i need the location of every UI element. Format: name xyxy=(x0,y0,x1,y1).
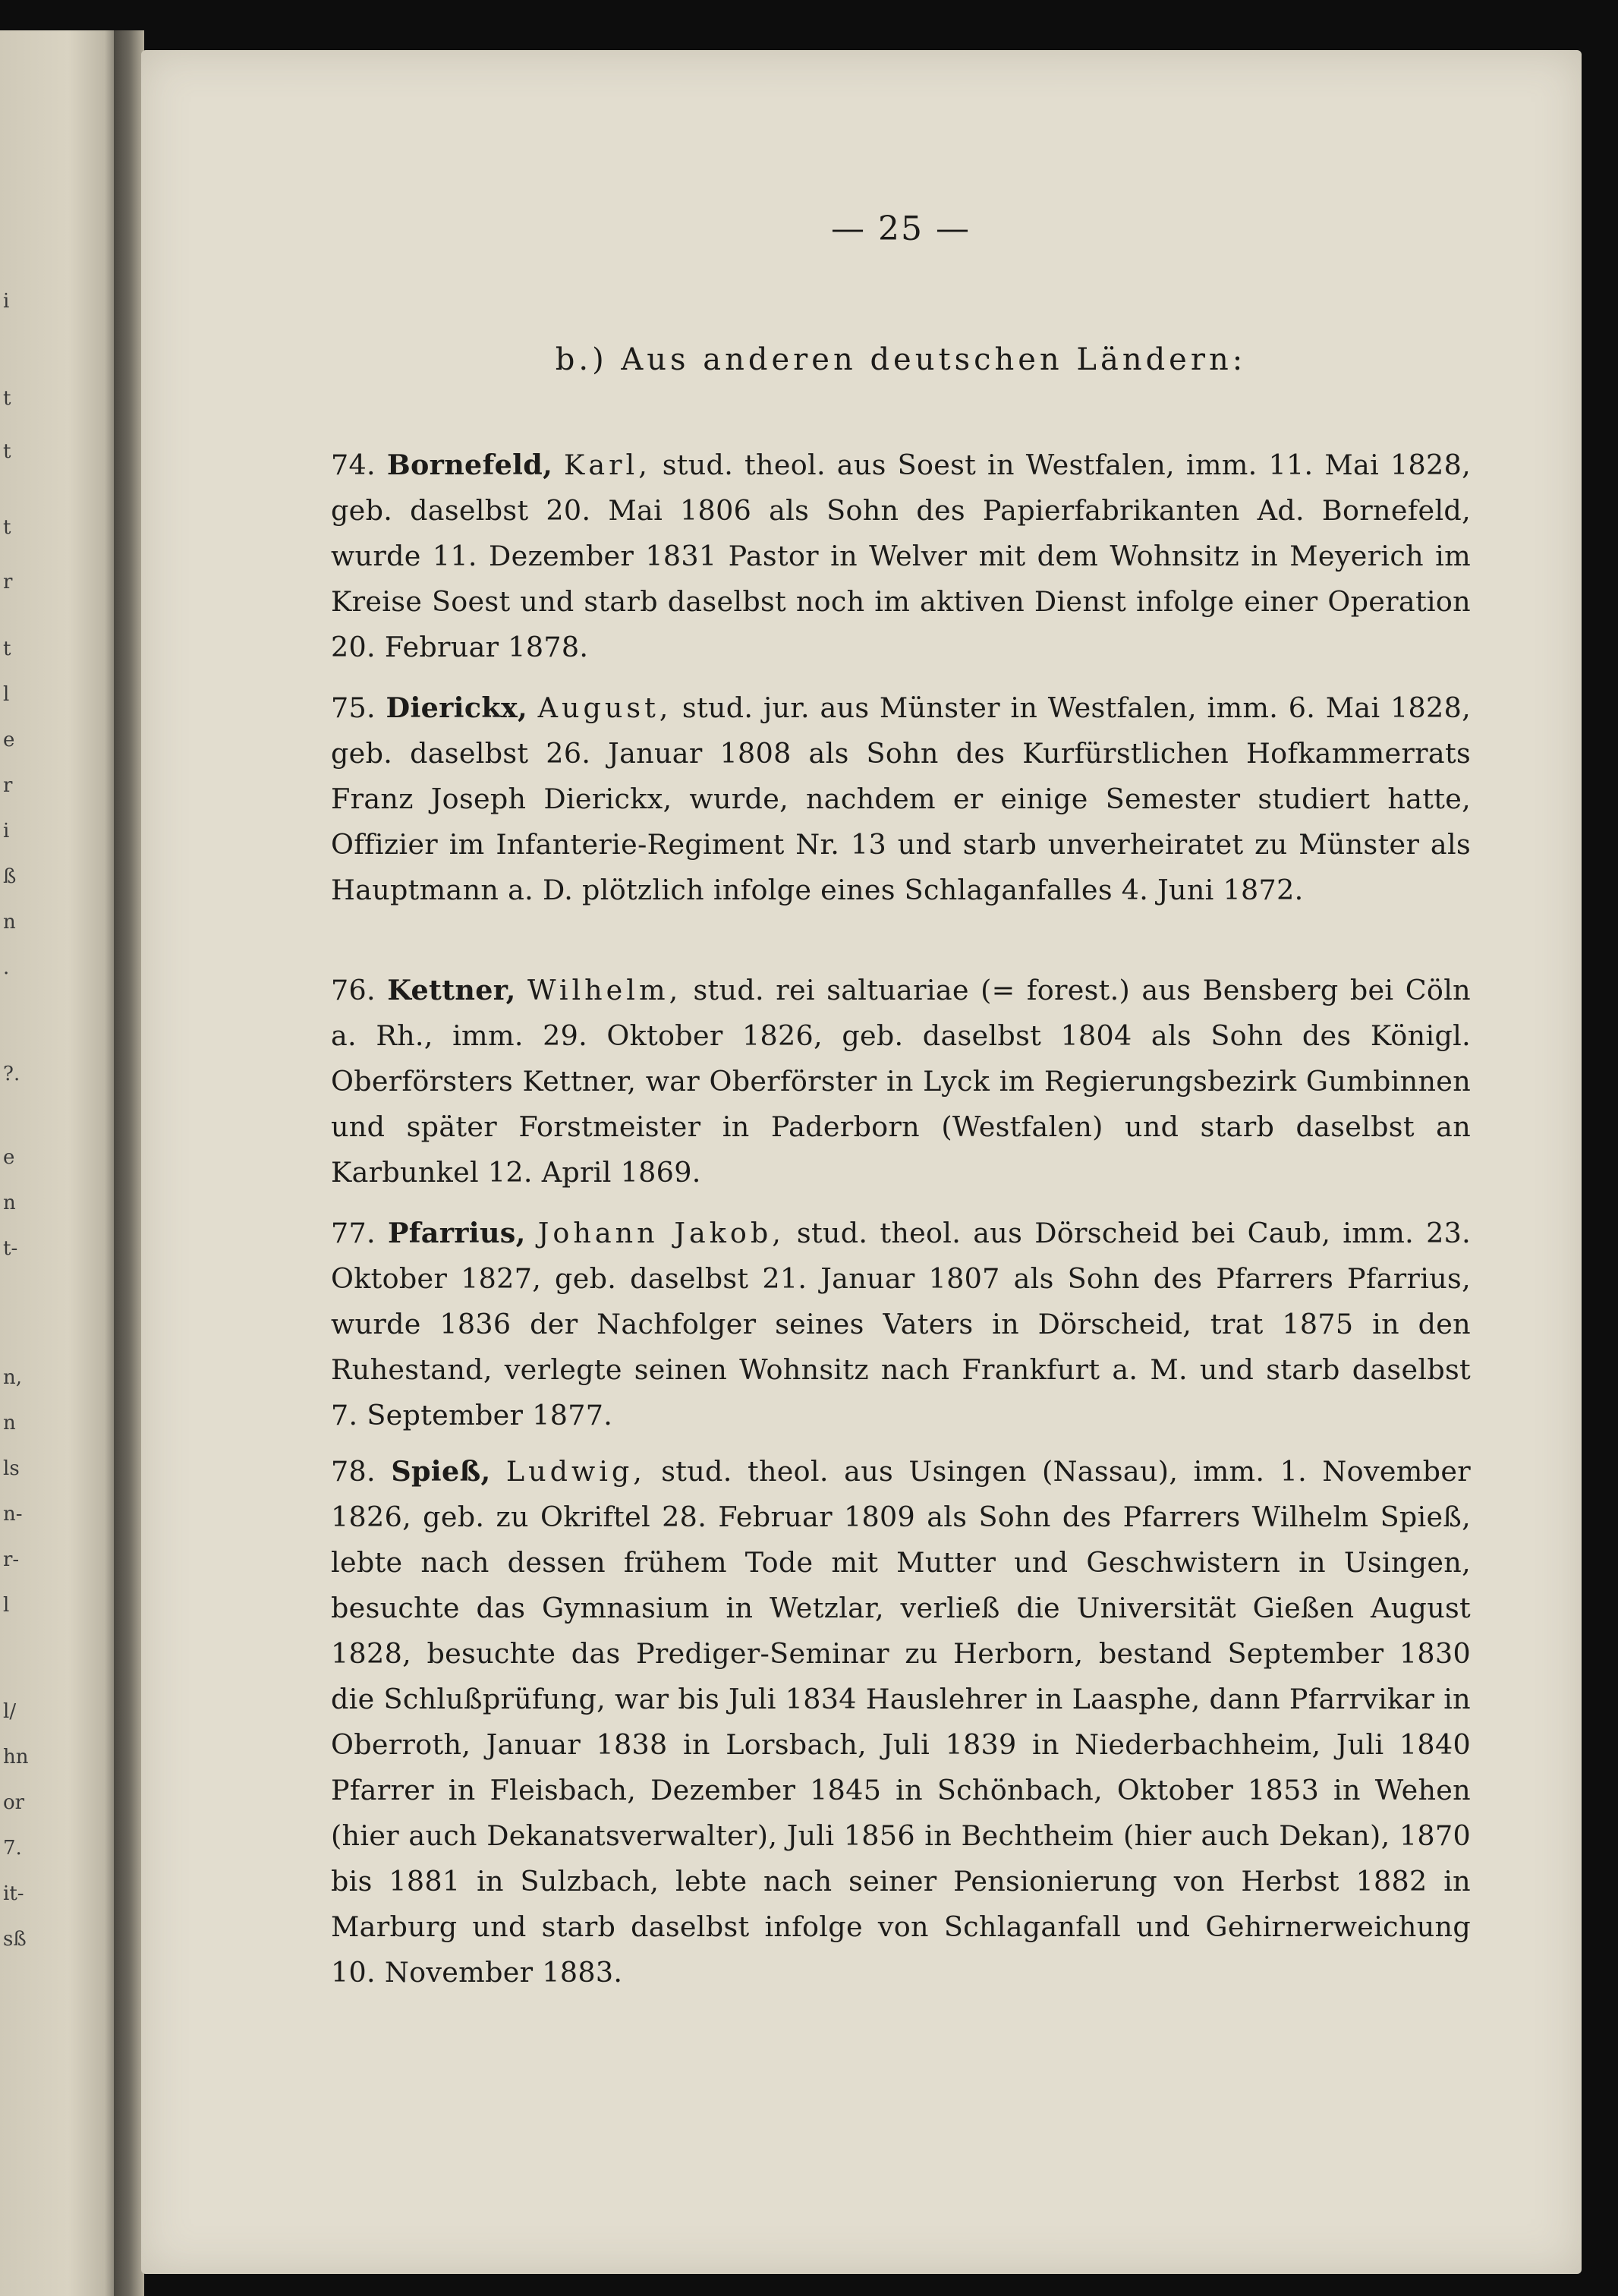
left-page-fragment: l/ xyxy=(3,1700,17,1723)
left-page-fragment: or xyxy=(3,1791,25,1814)
entry-given-name: Ludwig, xyxy=(505,1454,646,1488)
left-page-fragment: n- xyxy=(3,1503,23,1526)
entry-given-name: August, xyxy=(537,691,672,724)
left-page-fragment: r xyxy=(3,571,13,594)
left-page-fragment: n xyxy=(3,1412,16,1435)
left-page-fragment: i xyxy=(3,290,10,313)
left-page-fragment: 7. xyxy=(3,1837,22,1860)
entry-number: 77. xyxy=(331,1216,376,1249)
entry-text: stud. jur. aus Münster in Westfalen, imm. 6. Mai 1828, geb. daselbst 26. Januar 1808 als Sohn des Kurfürstlichen Hofkammerrats Franz Joseph Dierickx, wurde, nachdem er einige Semester studiert hatte, Offizier im Infanterie-Regiment Nr. 13 und starb unverheiratet zu Münster als Hauptmann a. D. plötzlich infolge eines Schlaganfalles 4. Juni 1872. xyxy=(331,691,1471,906)
left-page-fragment: e xyxy=(3,729,15,751)
left-page-fragment: ß xyxy=(3,865,17,888)
entry-number: 74. xyxy=(331,448,376,481)
left-page-fragment: it- xyxy=(3,1882,24,1905)
left-page-fragment: l xyxy=(3,683,10,706)
left-page-fragment: ?. xyxy=(3,1063,20,1085)
book-gutter xyxy=(114,30,144,2296)
left-facing-page xyxy=(0,30,114,2296)
entry-surname: Bornefeld, xyxy=(386,448,553,481)
left-page-fragment: t xyxy=(3,387,11,410)
entry-number: 75. xyxy=(331,691,376,724)
left-page-fragment: t xyxy=(3,440,11,463)
entry-surname: Dierickx, xyxy=(386,691,528,724)
left-page-fragment: t xyxy=(3,638,11,660)
entry-surname: Pfarrius, xyxy=(388,1216,526,1249)
entry-given-name: Wilhelm, xyxy=(527,973,682,1006)
left-page-fragment: n xyxy=(3,911,16,934)
entry-number: 76. xyxy=(331,973,376,1006)
entry-text: stud. theol. aus Soest in Westfalen, imm. 11. Mai 1828, geb. daselbst 20. Mai 1806 als Sohn des Papierfabrikanten Ad. Bornefeld, wurde 11. Dezember 1831 Pastor in Welver mit dem Wohnsitz in Meyerich im Kreise Soest und starb daselbst noch im aktiven Dienst infolge einer Operation 20. Februar 1878. xyxy=(331,448,1472,663)
biography-entry xyxy=(331,1211,1471,1438)
left-page-fragment: hn xyxy=(3,1746,29,1768)
biography-entry xyxy=(331,443,1471,670)
left-page-fragment: t xyxy=(3,516,11,539)
entry-surname: Spieß, xyxy=(391,1454,491,1488)
left-page-fragment: i xyxy=(3,820,10,842)
left-page-fragment: n xyxy=(3,1192,16,1214)
left-page-fragment: sß xyxy=(3,1928,27,1951)
left-page-fragment: r- xyxy=(3,1548,20,1571)
entry-given-name: Karl, xyxy=(564,448,651,481)
entry-number: 78. xyxy=(331,1454,376,1488)
entry-text: stud. theol. aus Dörscheid bei Caub, imm. 23. Oktober 1827, geb. daselbst 21. Januar 1807 als Sohn des Pfarrers Pfarrius, wurde 1836 der Nachfolger seines Vaters in Dörscheid, trat 1875 in den Ruhestand, verlegte seinen Wohnsitz nach Frankfurt a. M. und starb daselbst 7. September 1877. xyxy=(331,1216,1472,1431)
left-page-fragment: r xyxy=(3,774,13,797)
left-page-fragment: ls xyxy=(3,1457,20,1480)
left-page-text-fragments xyxy=(0,30,114,2296)
biography-entry xyxy=(331,1449,1471,1995)
section-heading: b.) Aus anderen deutschen Ländern: xyxy=(555,342,1247,377)
document-page xyxy=(141,50,1582,2274)
biography-entry xyxy=(331,685,1471,913)
left-page-fragment: . xyxy=(3,956,10,979)
left-page-fragment: e xyxy=(3,1146,15,1169)
left-page-fragment: n, xyxy=(3,1366,23,1389)
entry-text: stud. rei saltuariae (= forest.) aus Bensberg bei Cöln a. Rh., imm. 29. Oktober 1826, geb. daselbst 1804 als Sohn des Königl. Oberförsters Kettner, war Oberförster in Lyck im Regierungsbezirk Gumbinnen und später Forstmeister in Paderborn (Westfalen) und starb daselbst an Karbunkel 12. April 1869. xyxy=(331,973,1471,1189)
left-page-fragment: t- xyxy=(3,1237,18,1260)
page-number: — 25 — xyxy=(831,209,971,248)
left-page-fragment: l xyxy=(3,1594,10,1617)
entry-given-name: Johann Jakob, xyxy=(537,1216,785,1249)
biography-entry xyxy=(331,968,1471,1195)
entry-surname: Kettner, xyxy=(387,973,516,1006)
entry-text: stud. theol. aus Usingen (Nassau), imm. 1. November 1826, geb. zu Okriftel 28. Februar 1809 als Sohn des Pfarrers Wilhelm Spieß, lebte nach dessen frühem Tode mit Mutter und Geschwistern in Usingen, besuchte das Gymnasium in Wetzlar, verließ die Universität Gießen August 1828, besuchte das Prediger-Seminar zu Herborn, bestand September 1830 die Schlußprüfung, war bis Juli 1834 Hauslehrer in Laasphe, dann Pfarrvikar in Oberroth, Januar 1838 in Lorsbach, Juli 1839 in Niederbachheim, Juli 1840 Pfarrer in Fleisbach, Dezember 1845 in Schönbach, Oktober 1853 in Wehen (hier auch Dekanatsverwalter), Juli 1856 in Bechtheim (hier auch Dekan), 1870 bis 1881 in Sulzbach, lebte nach seiner Pensionierung von Herbst 1882 in Marburg und starb daselbst infolge von Schlaganfall und Gehirnerweichung 10. November 1883. xyxy=(331,1454,1471,1989)
